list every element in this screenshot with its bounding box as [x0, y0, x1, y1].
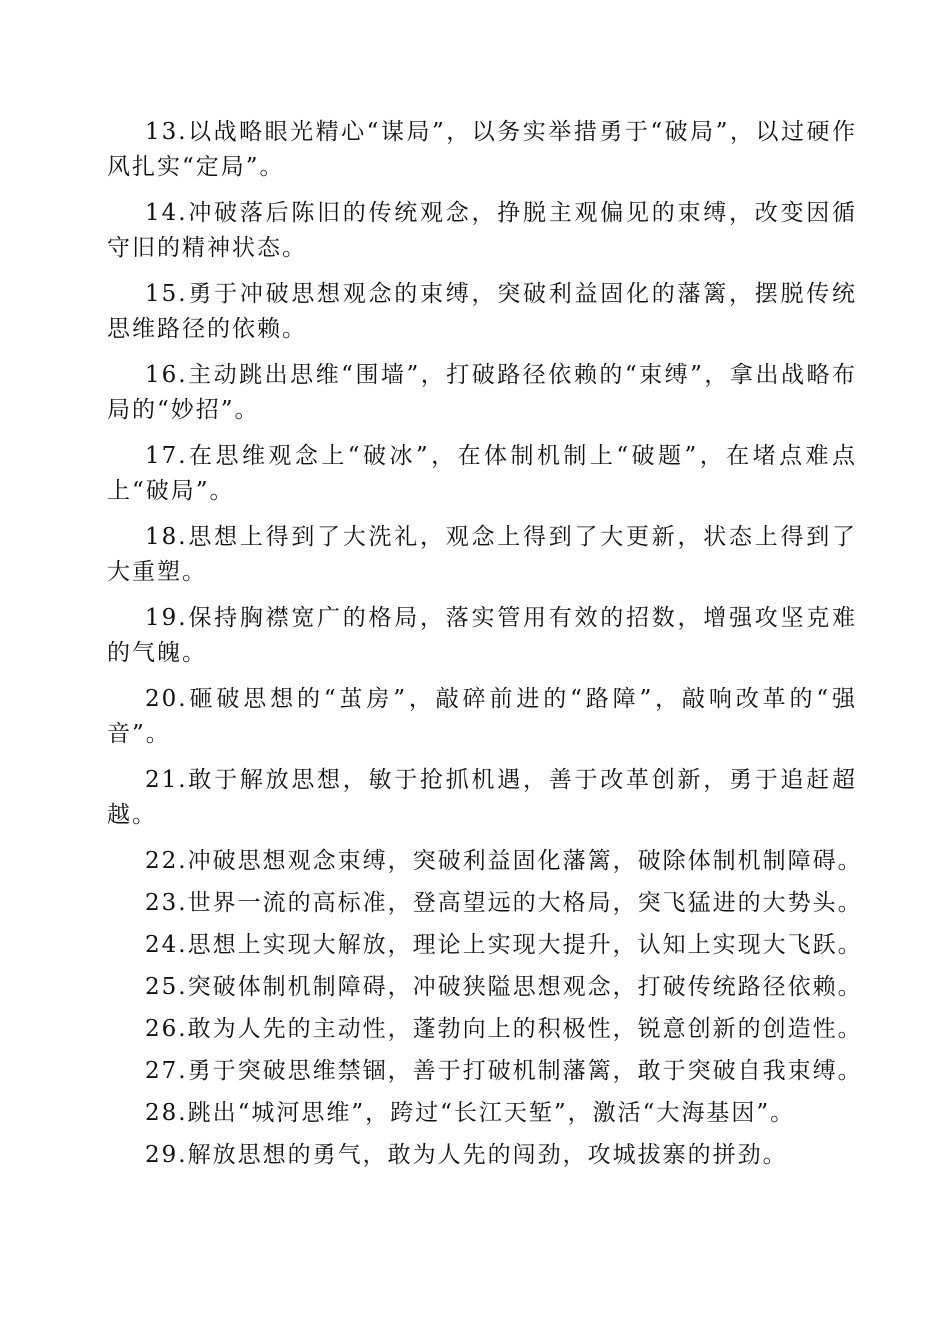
list-item-16: 16.主动跳出思维“围墙”，打破路径依赖的“束缚”，拿出战略布局的“妙招”。 [107, 362, 857, 423]
list-item-17: 17.在思维观念上“破冰”，在体制机制上“破题”，在堵点难点上“破局”。 [107, 443, 857, 504]
list-item-25: 25.突破体制机制障碍，冲破狭隘思想观念，打破传统路径依赖。 [145, 974, 863, 1000]
list-item-23: 23.世界一流的高标准，登高望远的大格局，突飞猛进的大势头。 [145, 890, 863, 916]
list-item-19: 19.保持胸襟宽广的格局，落实管用有效的招数，增强攻坚克难的气魄。 [107, 605, 857, 666]
list-item-26: 26.敢为人先的主动性，蓬勃向上的积极性，锐意创新的创造性。 [145, 1016, 863, 1042]
document-body [107, 115, 863, 1180]
list-item-29: 29.解放思想的勇气，敢为人先的闯劲，攻城拔寨的拼劲。 [145, 1142, 788, 1168]
list-item-14: 14.冲破落后陈旧的传统观念，挣脱主观偏见的束缚，改变因循守旧的精神状态。 [107, 200, 857, 261]
list-item-18: 18.思想上得到了大洗礼，观念上得到了大更新，状态上得到了大重塑。 [107, 524, 857, 585]
list-item-27: 27.勇于突破思维禁锢，善于打破机制藩篱，敢于突破自我束缚。 [145, 1058, 863, 1084]
list-item-15: 15.勇于冲破思想观念的束缚，突破利益固化的藩篱，摆脱传统思维路径的依赖。 [107, 281, 857, 342]
list-item-21: 21.敢于解放思想，敏于抢抓机遇，善于改革创新，勇于追赶超越。 [107, 767, 857, 828]
list-item-22: 22.冲破思想观念束缚，突破利益固化藩篱，破除体制机制障碍。 [145, 848, 863, 874]
list-item-24: 24.思想上实现大解放，理论上实现大提升，认知上实现大飞跃。 [145, 932, 863, 958]
list-item-20: 20.砸破思想的“茧房”，敲碎前进的“路障”，敲响改革的“强音”。 [107, 686, 857, 747]
list-item-13: 13.以战略眼光精心“谋局”，以务实举措勇于“破局”，以过硬作风扎实“定局”。 [107, 119, 857, 180]
list-item-28: 28.跳出“城河思维”，跨过“长江天堑”，激活“大海基因”。 [145, 1100, 796, 1126]
